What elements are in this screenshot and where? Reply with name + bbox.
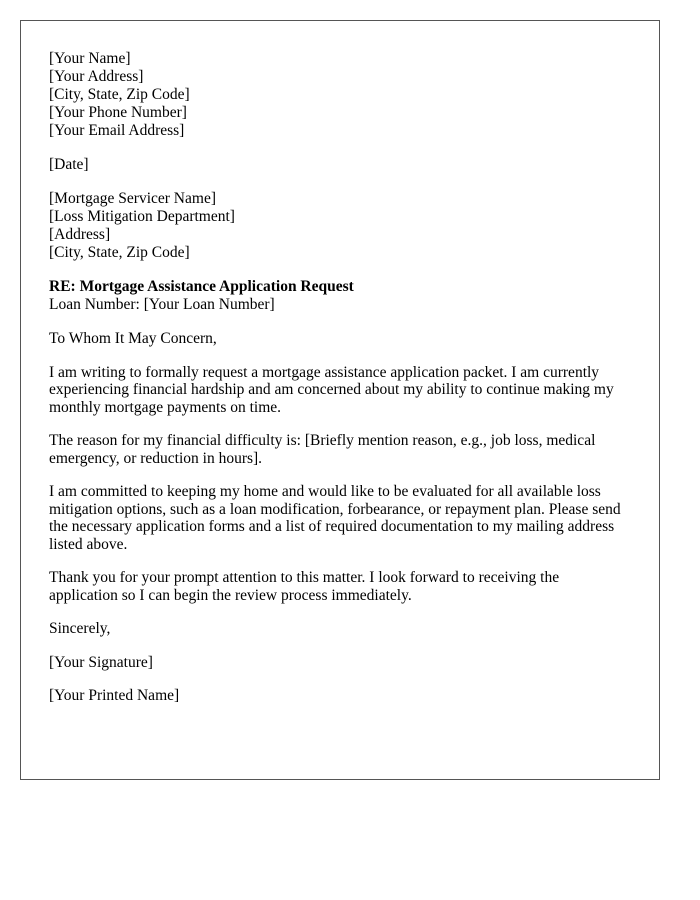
sender-phone: [Your Phone Number] xyxy=(49,104,187,121)
signature: [Your Signature] xyxy=(49,653,153,671)
body-paragraph-4: Thank you for your prompt attention to this matter. I look forward to receiving the application so I can begin the review process immediately. xyxy=(49,569,560,604)
recipient-block xyxy=(49,190,631,262)
loan-number: Loan Number: [Your Loan Number] xyxy=(49,296,275,313)
recipient-city-state-zip: [City, State, Zip Code] xyxy=(49,244,190,261)
sender-email: [Your Email Address] xyxy=(49,122,185,139)
letter-page xyxy=(20,20,660,780)
body-paragraph-3: I am committed to keeping my home and would like to be evaluated for all available loss mitigation options, such as a loan modification, forbearance, or repayment plan. Please send the necessary application forms and a list of required documentation to my mailing address listed above. xyxy=(49,483,621,553)
date-block xyxy=(49,156,631,174)
subject-title: RE: Mortgage Assistance Application Request xyxy=(49,278,354,295)
body-paragraph-2: The reason for my financial difficulty is: [Briefly mention reason, e.g., job loss, medical emergency, or reduction in hours]. xyxy=(49,432,596,467)
sender-address: [Your Address] xyxy=(49,68,144,85)
sender-name: [Your Name] xyxy=(49,50,131,67)
salutation: To Whom It May Concern, xyxy=(49,330,217,347)
subject-block xyxy=(49,278,631,314)
closing: Sincerely, xyxy=(49,620,111,637)
letter-date: [Date] xyxy=(49,156,89,173)
sender-block xyxy=(49,50,631,140)
recipient-department: [Loss Mitigation Department] xyxy=(49,208,235,225)
printed-name: [Your Printed Name] xyxy=(49,687,180,704)
body-paragraph-1: I am writing to formally request a mortgage assistance application packet. I am currently experiencing financial hardship and am concerned about my ability to continue making my monthly mortgage payments on time. xyxy=(49,363,614,416)
sender-city-state-zip: [City, State, Zip Code] xyxy=(49,86,190,103)
recipient-name: [Mortgage Servicer Name] xyxy=(49,190,216,207)
recipient-address: [Address] xyxy=(49,226,111,243)
